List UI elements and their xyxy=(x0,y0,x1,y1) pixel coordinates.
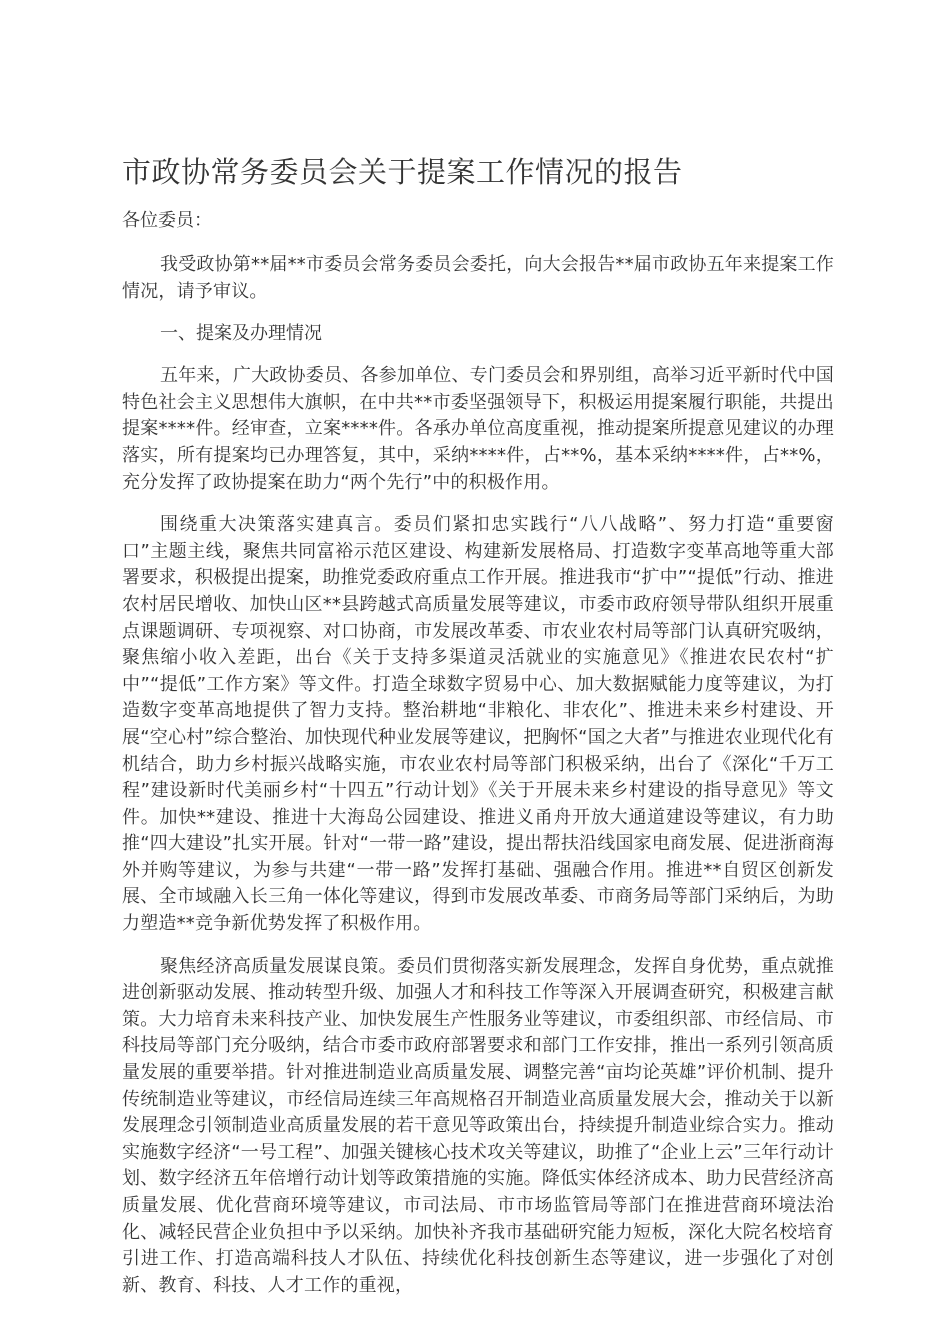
body-paragraph: 聚焦经济高质量发展谋良策。委员们贯彻落实新发展理念，发挥自身优势，重点就推进创新驱动发展、推动转型升级、加强人才和科技工作等深入开展调查研究，积极建言献策。大力培育未来科技产业、加快发展生产性服务业等建议，市委组织部、市经信局、市科技局等部门充分吸纳，结合市委市政府部署要求和部门工作安排，推出一系列引领高质量发展的重要举措。针对推进制造业高质量发展、调整完善“亩均论英雄”评价机制、提升传统制造业等建议，市经信局连续三年高规格召开制造业高质量发展大会，推动关于以新发展理念引领制造业高质量发展的若干意见等政策出台，持续提升制造业综合实力。推动实施数字经济“一号工程”、加强关键核心技术攻关等建议，助推了“企业上云”三年行动计划、数字经济五年倍增行动计划等政策措施的实施。降低实体经济成本、助力民营经济高质量发展、优化营商环境等建议，市司法局、市市场监管局等部门在推进营商环境法治化、减轻民营企业负担中予以采纳。加快补齐我市基础研究能力短板，深化大院名校培育引进工作、打造高端科技人才队伍、持续优化科技创新生态等建议，进一步强化了对创新、教育、科技、人才工作的重视， xyxy=(122,955,834,1296)
section-heading: 一、提案及办理情况 xyxy=(160,323,322,345)
document-title: 市政协常务委员会关于提案工作情况的报告 xyxy=(122,155,683,189)
body-paragraph: 五年来，广大政协委员、各参加单位、专门委员会和界别组，高举习近平新时代中国特色社会主义思想伟大旗帜，在中共**市委坚强领导下，积极运用提案履行职能，共提出提案****件。经审查，立案****件。各承办单位高度重视，推动提案所提意见建议的办理落实，所有提案均已办理答复，其中，采纳****件，占**%，基本采纳****件，占**%，充分发挥了政协提案在助力“两个先行”中的积极作用。 xyxy=(122,365,834,493)
document-page xyxy=(122,150,834,1315)
salutation: 各位委员： xyxy=(122,210,212,231)
body-paragraph: 围绕重大决策落实建真言。委员们紧扣忠实践行“八八战略”、努力打造“重要窗口”主题主线，聚焦共同富裕示范区建设、构建新发展格局、打造数字变革高地等重大部署要求，积极提出提案，助推党委政府重点工作开展。推进我市“扩中”“提低”行动、推进农村居民增收、加快山区**县跨越式高质量发展等建议，市委市政府领导带队组织开展重点课题调研、专项视察、对口协商，市发展改革委、市农业农村局等部门认真研究吸纳，聚焦缩小收入差距，出台《关于支持多渠道灵活就业的实施意见》《推进农民农村“扩中”“提低”工作方案》等文件。打造全球数字贸易中心、加大数据赋能力度等建议，为打造数字变革高地提供了智力支持。整治耕地“非粮化、非农化”、推进未来乡村建设、开展“空心村”综合整治、加快现代种业发展等建议，把胸怀“国之大者”与推进农业现代化有机结合，助力乡村振兴战略实施，市农业农村局等部门积极采纳，出台了《深化“千万工程”建设新时代美丽乡村“十四五”行动计划》《关于开展未来乡村建设的指导意见》等文件。加快**建设、推进十大海岛公园建设、推进义甬舟开放大通道建设等建议，有力助推“四大建设”扎实开展。针对“一带一路”建设，提出帮扶沿线国家电商发展、促进浙商海外并购等建议，为参与共建“一带一路”发挥打基础、强融合作用。推进**自贸区创新发展、全市域融入长三角一体化等建议，得到市发展改革委、市商务局等部门采纳后，为助力塑造**竞争新优势发挥了积极作用。 xyxy=(122,514,834,935)
intro-paragraph: 我受政协第**届**市委员会常务委员会委托，向大会报告**届市政协五年来提案工作情况，请予审议。 xyxy=(122,254,834,302)
